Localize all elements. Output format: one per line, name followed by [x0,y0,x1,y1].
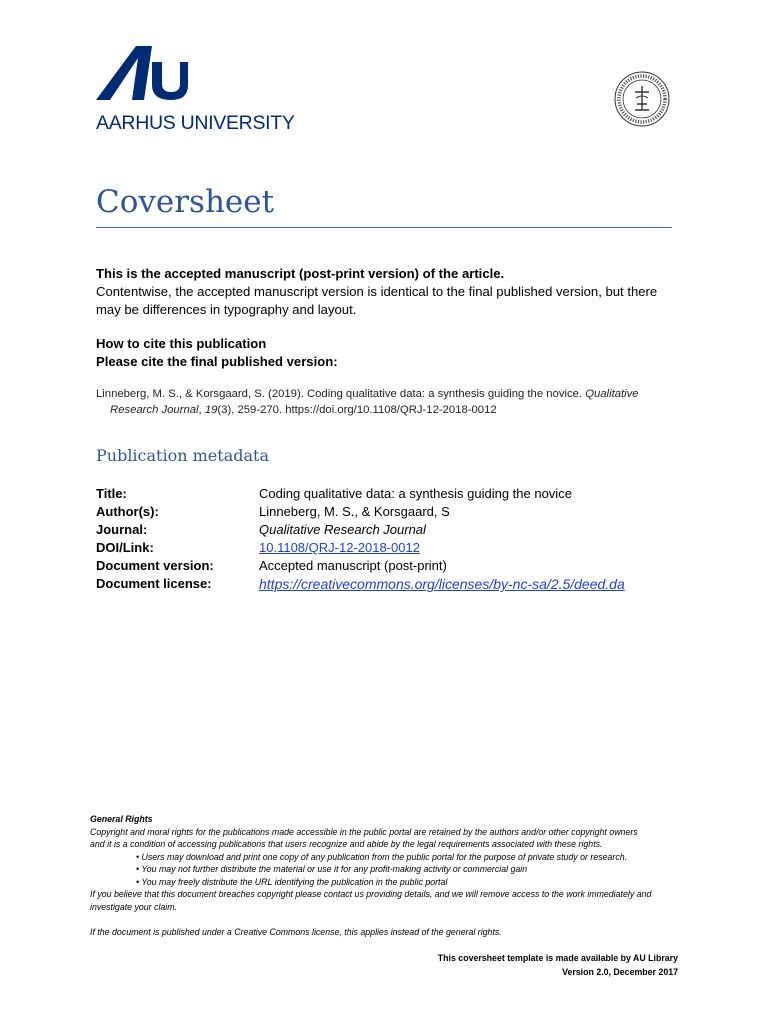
university-name: AARHUS UNIVERSITY [96,112,295,134]
metadata-row-license [96,575,696,593]
page-title: Coversheet [96,184,275,220]
metadata-row-journal [96,521,696,539]
metadata-value-version: Accepted manuscript (post-print) [259,558,447,573]
citation-journal-part1: Qualitative [585,388,639,400]
metadata-label: Document version: [96,558,214,573]
metadata-value-journal: Qualitative Research Journal [259,522,426,537]
rights-paragraph: investigate your claim. [90,901,178,912]
citation-journal-part2: Research Journal [110,403,199,416]
intro-line-1: This is the accepted manuscript (post-print version) of the article. [96,266,505,281]
metadata-label: Author(s): [96,504,159,519]
metadata-label: Journal: [96,522,148,537]
metadata-label: Title: [96,486,127,501]
general-rights [90,813,690,939]
rights-paragraph: If you believe that this document breaches copyright please contact us providing details, and we will remove access to the work immediately and [90,889,652,899]
cite-block [96,335,686,371]
au-logo-icon [96,46,188,100]
doi-link[interactable]: 10.1108/QRJ-12-2018-0012 [259,540,420,555]
citation-authors-title: Linneberg, M. S., & Korsgaard, S. (2019). Coding qualitative data: a synthesis guiding the novice. [96,388,583,400]
citation-rest: (3), 259-270. https://doi.org/10.1108/QRJ-12-2018-0012 [217,403,497,416]
metadata-row-authors [96,503,696,521]
metadata-value-authors: Linneberg, M. S., & Korsgaard, S [259,504,450,519]
rights-heading: General Rights [90,814,153,824]
cc-note: If the document is published under a Creative Commons license, this applies instead of the general rights. [90,927,502,937]
metadata-label: DOI/Link: [96,540,154,555]
metadata-value-title: Coding qualitative data: a synthesis guiding the novice [259,486,572,501]
license-link[interactable]: https://creativecommons.org/licenses/by-nc-sa/2.5/deed.da [259,576,625,592]
cite-heading: How to cite this publication [96,336,267,351]
metadata-heading: Publication metadata [96,446,269,465]
footer-template-note: This coversheet template is made available by AU Library [437,953,678,963]
rights-bullet: • Users may download and print one copy of any publication from the public portal for the purpose of private study or research. [136,851,628,862]
rights-bullet: • You may freely distribute the URL identifying the publication in the public portal [136,876,448,887]
title-divider [96,227,672,228]
metadata-label: Document license: [96,576,212,591]
metadata-row-title [96,485,696,503]
citation-text: Linneberg, M. S., & Korsgaard, S. (2019). Coding qualitative data: a synthesis guiding the novice. Qualitative Research Journal, 19(3), 259-270. https://doi.org/10.1108/QRJ-12-2018-0012 [96,388,639,416]
rights-paragraph: and it is a condition of accessing publications that users recognize and abide by the legal requirements associated with these rights. [90,839,603,849]
intro-line-2: Contentwise, the accepted manuscript version is identical to the final published version, but there [96,284,658,299]
citation-volume: 19 [204,403,218,416]
metadata-table [96,485,696,593]
metadata-row-doi [96,539,696,557]
rights-bullet: • You may not further distribute the material or use it for any profit-making activity or commercial gain [136,864,528,874]
intro-line-3: may be differences in typography and layout. [96,302,357,317]
cite-instruction: Please cite the final published version: [96,354,338,369]
footer-version: Version 2.0, December 2017 [562,967,678,977]
metadata-row-version [96,557,696,575]
rights-paragraph: Copyright and moral rights for the publications made accessible in the public portal are retained by the authors and/or other copyright owners [90,826,638,837]
university-seal-icon [613,70,671,128]
intro-block [96,265,686,319]
